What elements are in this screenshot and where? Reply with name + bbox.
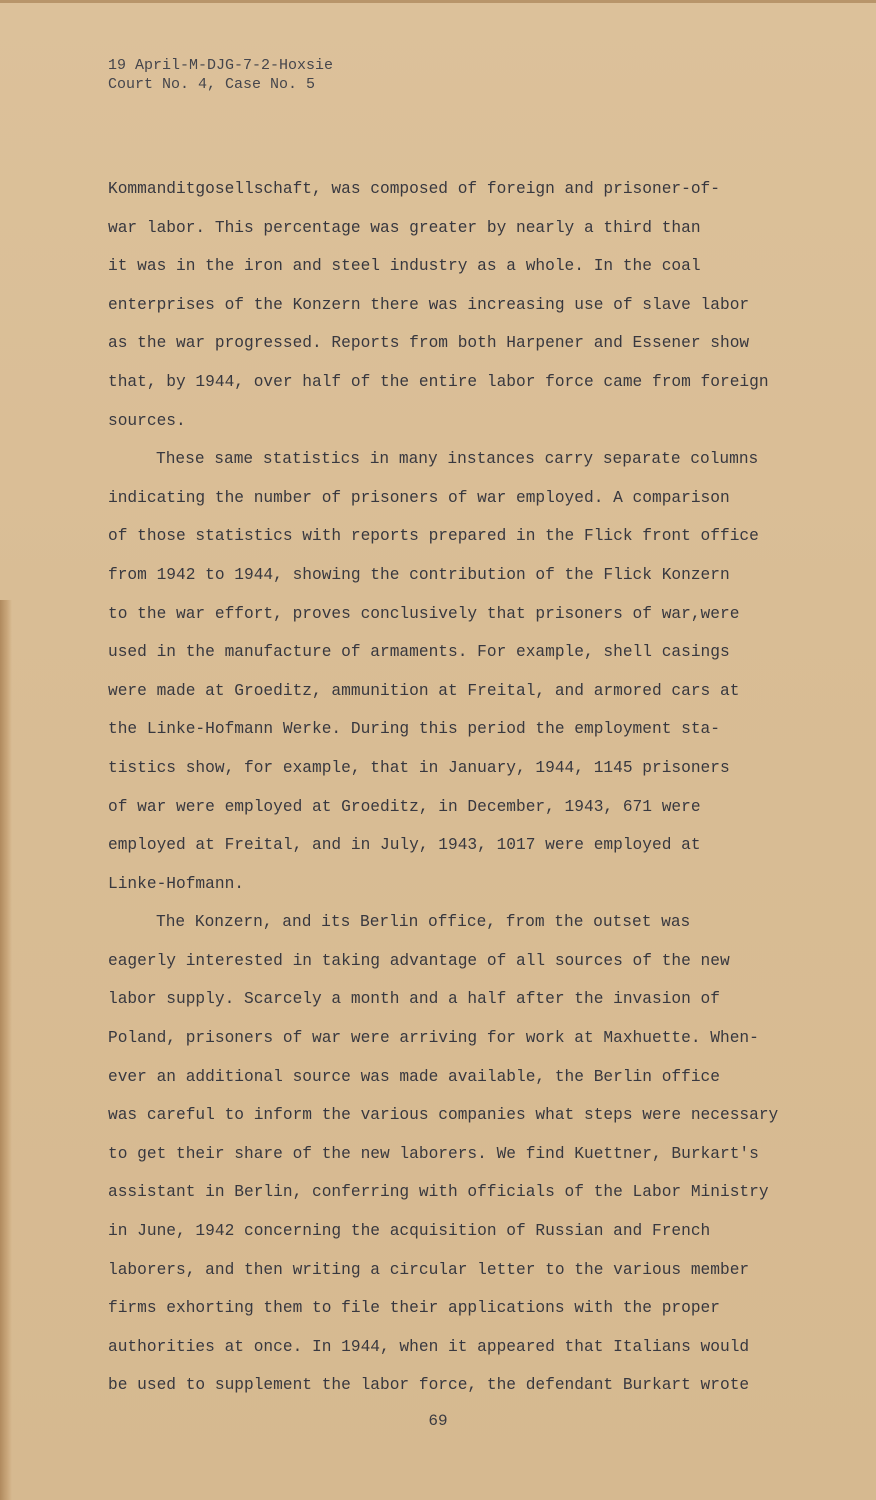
text-line: sources. bbox=[108, 411, 186, 430]
paper-left-edge bbox=[0, 600, 12, 1500]
page-number: 69 bbox=[428, 1412, 448, 1430]
text-line: was careful to inform the various companies what steps were necessary bbox=[108, 1106, 779, 1125]
paper-top-edge bbox=[0, 0, 876, 3]
text-line: indicating the number of prisoners of war employed. A comparison bbox=[108, 488, 730, 507]
text-line: from 1942 to 1944, showing the contribution of the Flick Konzern bbox=[108, 565, 730, 584]
paragraph bbox=[108, 440, 773, 903]
header-reference-line: 19 April-M-DJG-7-2-Hoxsie bbox=[108, 57, 334, 74]
text-line: be used to supplement the labor force, the defendant Burkart wrote bbox=[108, 1376, 750, 1395]
text-line: assistant in Berlin, conferring with officials of the Labor Ministry bbox=[108, 1183, 769, 1202]
text-line: enterprises of the Konzern there was increasing use of slave labor bbox=[108, 295, 750, 314]
text-line: war labor. This percentage was greater by nearly a third than bbox=[108, 218, 701, 237]
text-line: the Linke-Hofmann Werke. During this period the employment sta- bbox=[108, 720, 720, 739]
text-line: ever an additional source was made available, the Berlin office bbox=[108, 1067, 720, 1086]
text-line: to the war effort, proves conclusively that prisoners of war,were bbox=[108, 604, 740, 623]
text-line: laborers, and then writing a circular letter to the various member bbox=[108, 1260, 750, 1279]
text-line: that, by 1944, over half of the entire labor force came from foreign bbox=[108, 372, 769, 391]
text-line: These same statistics in many instances carry separate columns bbox=[156, 450, 759, 469]
paragraph bbox=[108, 170, 773, 440]
text-line: labor supply. Scarcely a month and a half after the invasion of bbox=[108, 990, 720, 1009]
text-line: were made at Groeditz, ammunition at Freital, and armored cars at bbox=[108, 681, 740, 700]
paragraph bbox=[108, 903, 779, 1405]
text-line: Kommanditgosellschaft, was composed of foreign and prisoner-of- bbox=[108, 180, 720, 198]
text-line: in June, 1942 concerning the acquisition of Russian and French bbox=[108, 1222, 711, 1241]
text-line: eagerly interested in taking advantage of all sources of the new bbox=[108, 951, 730, 970]
text-line: of those statistics with reports prepared in the Flick front office bbox=[108, 527, 759, 546]
text-line: tistics show, for example, that in January, 1944, 1145 prisoners bbox=[108, 758, 730, 777]
document-body bbox=[108, 170, 779, 1405]
text-line: to get their share of the new laborers. We find Kuettner, Burkart's bbox=[108, 1144, 759, 1163]
text-line: The Konzern, and its Berlin office, from the outset was bbox=[156, 913, 691, 932]
text-line: employed at Freital, and in July, 1943, 1017 were employed at bbox=[108, 836, 701, 855]
text-line: Poland, prisoners of war were arriving for work at Maxhuette. When- bbox=[108, 1029, 759, 1048]
text-line: used in the manufacture of armaments. For example, shell casings bbox=[108, 643, 730, 662]
text-line: of war were employed at Groeditz, in December, 1943, 671 were bbox=[108, 797, 701, 816]
header-court-case-line: Court No. 4, Case No. 5 bbox=[108, 76, 316, 93]
text-line: Linke-Hofmann. bbox=[108, 874, 244, 893]
text-line: authorities at once. In 1944, when it appeared that Italians would bbox=[108, 1337, 750, 1356]
document-header bbox=[108, 56, 333, 94]
text-line: firms exhorting them to file their applications with the proper bbox=[108, 1299, 720, 1318]
text-line: as the war progressed. Reports from both Harpener and Essener show bbox=[108, 334, 750, 353]
text-line: it was in the iron and steel industry as a whole. In the coal bbox=[108, 257, 701, 276]
